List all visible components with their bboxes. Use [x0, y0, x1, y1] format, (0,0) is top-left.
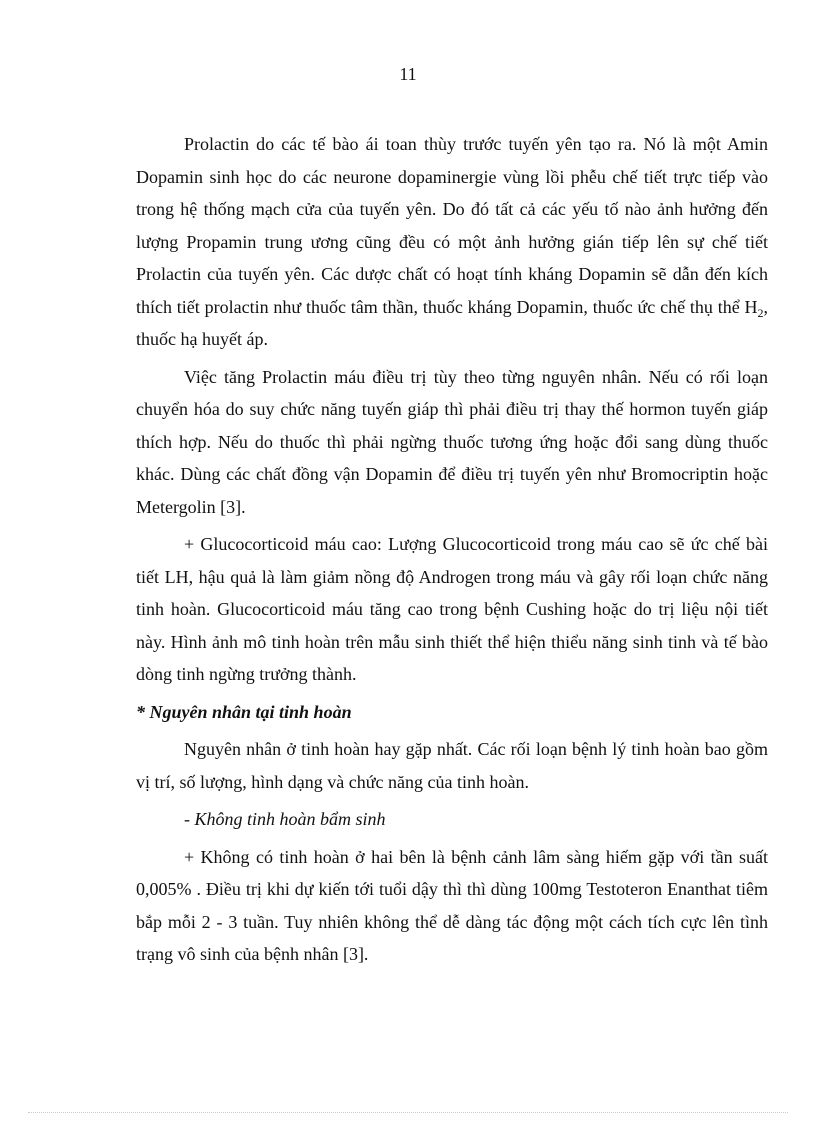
- paragraph-testicular-causes: Nguyên nhân ở tinh hoàn hay gặp nhất. Các rối loạn bệnh lý tinh hoàn bao gồm vị trí, số lượng, hình dạng và chức năng của tinh hoàn.: [136, 739, 768, 792]
- paragraph-glucocorticoid: + Glucocorticoid máu cao: Lượng Glucocorticoid trong máu cao sẽ ức chế bài tiết LH, hậu quả là làm giảm nồng độ Androgen trong máu và gây rối loạn chức năng tinh hoàn. Glucocorticoid máu tăng cao trong bệnh Cushing hoặc do trị liệu nội tiết này. Hình ảnh mô tinh hoàn trên mẫu sinh thiết thể hiện thiểu năng sinh tinh và tế bào dòng tinh ngừng trưởng thành.: [136, 534, 768, 684]
- paragraph-prolactin: [136, 128, 768, 356]
- section-heading: * Nguyên nhân tại tinh hoàn: [136, 701, 352, 722]
- page-bottom-divider: [28, 1112, 788, 1113]
- subscript-2: 2: [757, 305, 764, 320]
- paragraph-prolactin-end: , thuốc hạ huyết áp.: [136, 296, 768, 349]
- document-body: [136, 128, 768, 976]
- paragraph-prolactin-text: Prolactin do các tế bào ái toan thùy trước tuyến yên tạo ra. Nó là một Amin Dopamin sinh học do các neurone dopaminergie vùng lồi phễu chế tiết trực tiếp vào trong hệ thống mạch cửa của tuyến yên. Do đó tất cả các yếu tố nào ảnh hưởng đến lượng Propamin trung ương cũng đều có một ảnh hưởng gián tiếp lên sự chế tiết Prolactin của tuyến yên. Các dược chất có hoạt tính kháng Dopamin sẽ dẫn đến kích thích tiết prolactin như thuốc tâm thần, thuốc kháng Dopamin, thuốc ức chế thụ thể H: [136, 134, 768, 317]
- paragraph-anorchia: + Không có tinh hoàn ở hai bên là bệnh cảnh lâm sàng hiếm gặp với tần suất 0,005% . Điều trị khi dự kiến tới tuổi dậy thì thì dùng 100mg Testoteron Enanthat tiêm bắp mỗi 2 - 3 tuần. Tuy nhiên không thể dễ dàng tác động một cách tích cực lên tình trạng vô sinh của bệnh nhân [3].: [136, 846, 768, 964]
- subsection-heading: - Không tinh hoàn bẩm sinh: [184, 809, 386, 829]
- paragraph-treatment: Việc tăng Prolactin máu điều trị tùy theo từng nguyên nhân. Nếu có rối loạn chuyển hóa do suy chức năng tuyến giáp thì phải điều trị thay thế hormon tuyến giáp thích hợp. Nếu do thuốc thì phải ngừng thuốc tương ứng hoặc đổi sang dùng thuốc khác. Dùng các chất đồng vận Dopamin để điều trị tuyến yên như Bromocriptin hoặc Metergolin [3].: [136, 366, 768, 517]
- page-number: 11: [399, 64, 417, 84]
